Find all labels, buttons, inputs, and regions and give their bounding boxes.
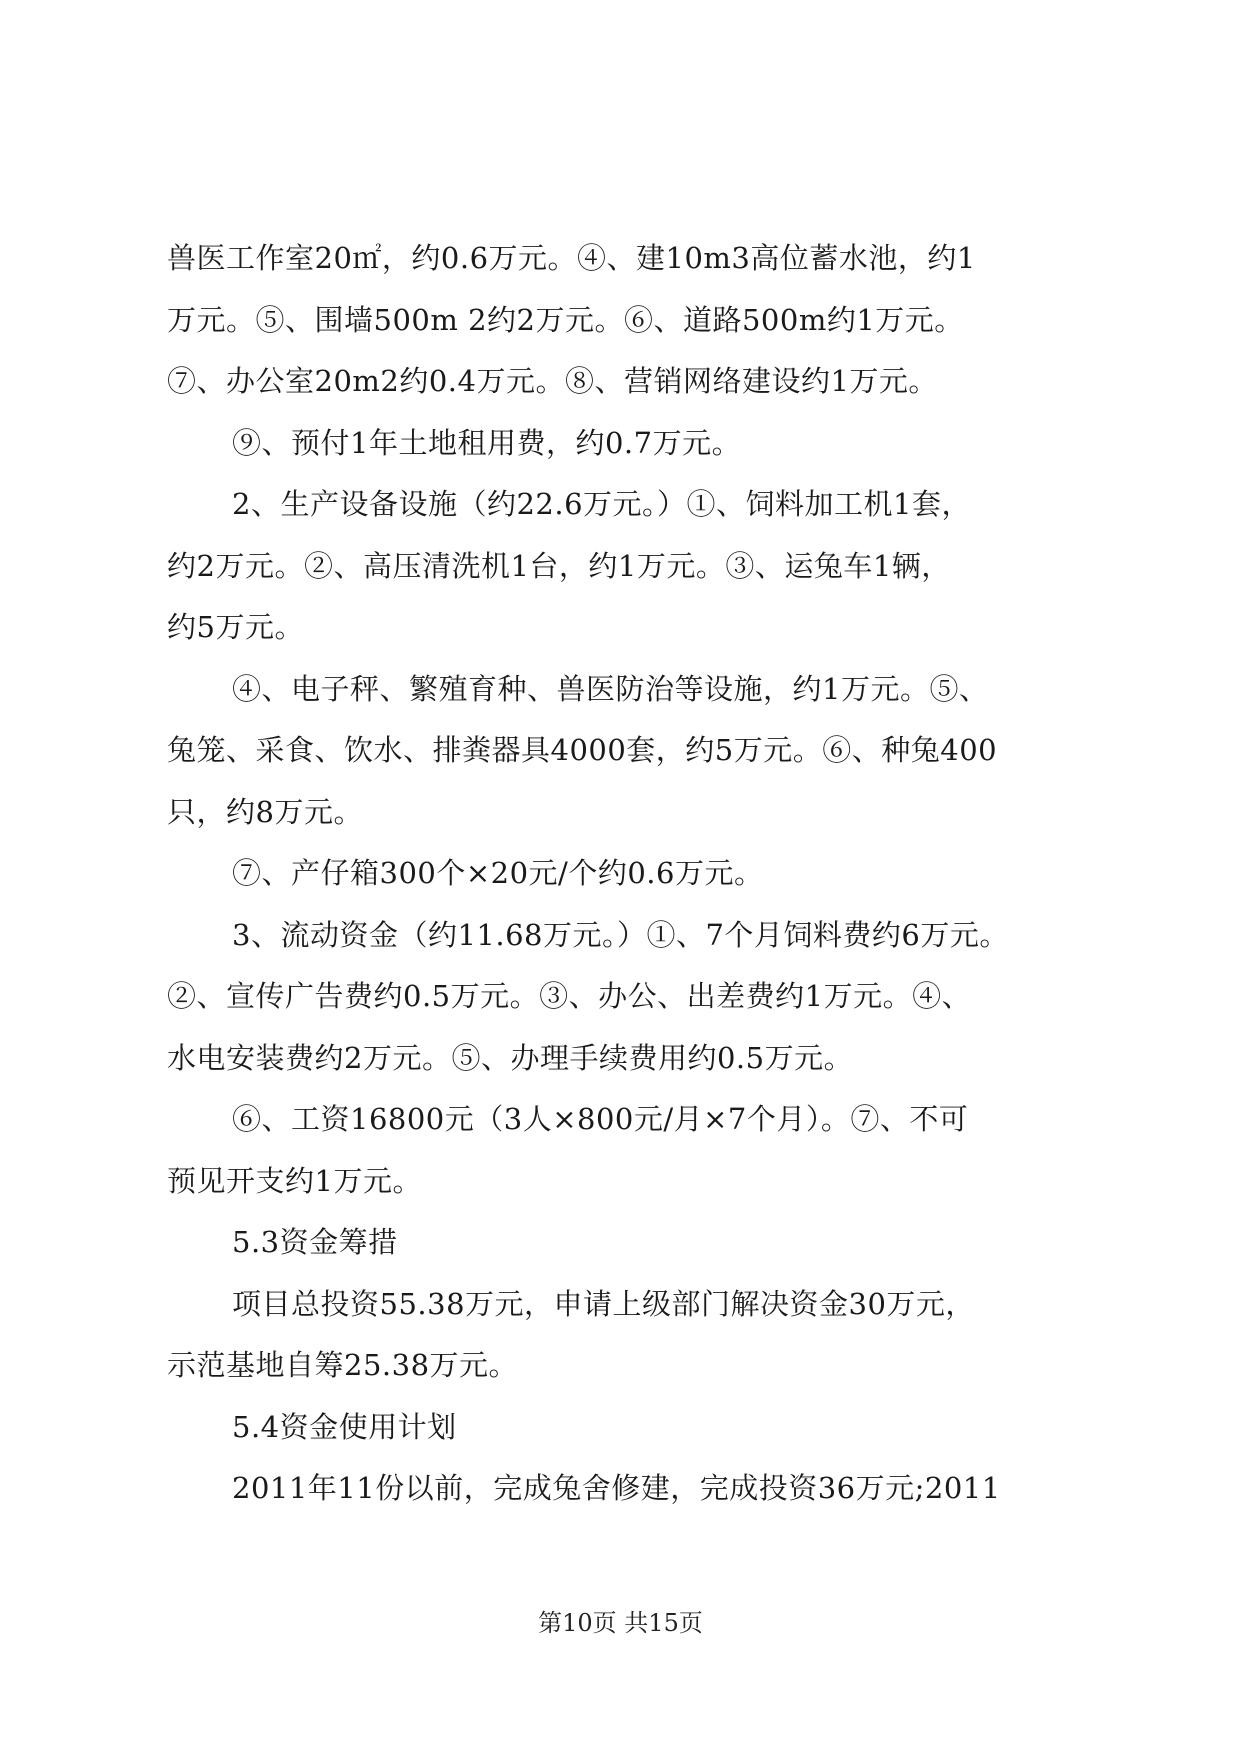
text-line: 示范基地自筹25.38万元。 (167, 1348, 519, 1382)
text-line: 只，约8万元。 (167, 794, 363, 829)
section-heading: 5.4资金使用计划 (232, 1409, 457, 1444)
document-body (167, 228, 1092, 1520)
text-line: 水电安装费约2万元。⑤、办理手续费用约0.5万元。 (167, 1040, 854, 1075)
text-line: 2、生产设备设施（约22.6万元。）①、饲料加工机1套， (232, 487, 971, 521)
text-line: 兔笼、采食、饮水、排粪器具4000套，约5万元。⑥、种兔400 (167, 733, 998, 767)
text-line: ④、电子秤、繁殖育种、兽医防治等设施，约1万元。⑤、 (232, 671, 989, 706)
page-number-footer: 第10页 共15页 (538, 1609, 703, 1637)
text-line: ⑦、办公室20m2约0.4万元。⑧、营销网络建设约1万元。 (167, 364, 938, 398)
text-line: 约2万元。②、高压清洗机1台，约1万元。③、运兔车1辆， (167, 548, 951, 583)
text-line: ⑦、产仔箱300个×20元/个约0.6万元。 (232, 856, 764, 890)
text-line: 3、流动资金（约11.68万元。）①、7个月饲料费约6万元。 (232, 917, 1009, 952)
text-line: ⑥、工资16800元（3人×800元/月×7个月）。⑦、不可 (232, 1102, 969, 1136)
text-line: 万元。⑤、围墙500m 2约2万元。⑥、道路500m约1万元。 (167, 302, 964, 337)
text-line: ⑨、预付1年土地租用费，约0.7万元。 (232, 425, 742, 460)
text-line: ②、宣传广告费约0.5万元。③、办公、出差费约1万元。④、 (167, 979, 972, 1013)
text-line: 2011年11份以前，完成兔舍修建，完成投资36万元;2011 (232, 1471, 1001, 1505)
section-heading: 5.3资金筹措 (232, 1225, 398, 1259)
text-line: 项目总投资55.38万元，申请上级部门解决资金30万元， (232, 1286, 975, 1321)
text-line: 兽医工作室20㎡，约0.6万元。④、建10m3高位蓄水池，约1 (167, 241, 976, 275)
text-line: 约5万元。 (167, 610, 304, 644)
text-line: 预见开支约1万元。 (167, 1163, 422, 1198)
